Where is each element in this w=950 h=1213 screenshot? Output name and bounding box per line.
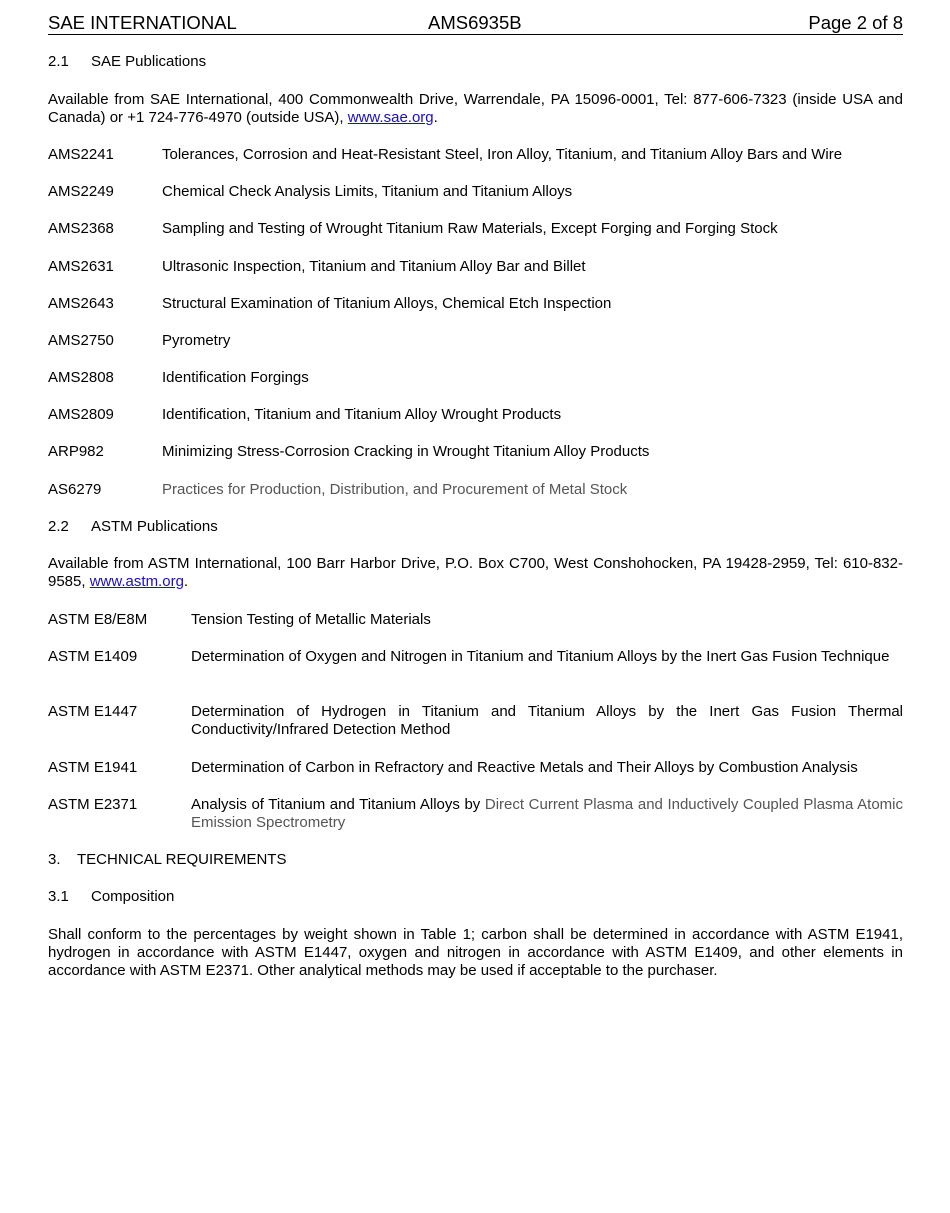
section-3-1-heading [48,888,903,906]
reference-code: ASTM E1447 [48,703,138,720]
sae-availability-text: Available from SAE International, 400 Commonwealth Drive, Warrendale, PA 15096-0001, Tel: 877-606-7323 (inside USA and Canada) or +1 724-776-4970 (outside USA), [48,91,903,126]
sae-availability-paragraph [48,91,903,127]
reference-title: Chemical Check Analysis Limits, Titanium and Titanium Alloys [162,183,573,200]
astm-availability-end: . [183,573,189,590]
reference-code: AMS2631 [48,258,114,275]
header-doc-number: AMS6935B [428,12,522,33]
reference-title: Sampling and Testing of Wrought Titanium Raw Materials, Except Forging and Forging Stock [162,220,778,237]
reference-code: ARP982 [48,443,104,460]
sae-availability-end: . [433,109,438,126]
reference-title: Identification Forgings [162,369,309,386]
reference-title: Determination of Oxygen and Nitrogen in Titanium and Titanium Alloys by the Inert Gas Fusion Technique [191,648,890,665]
reference-code: ASTM E1941 [48,759,138,776]
reference-title: Practices for Production, Distribution, and Procurement of Metal Stock [162,481,628,498]
reference-code: AMS2643 [48,295,114,312]
reference-code: AS6279 [48,481,102,498]
reference-title [191,796,903,832]
reference-title-part: Analysis of Titanium and Titanium Alloys by [191,796,485,813]
reference-code: AMS2249 [48,183,114,200]
reference-title: Minimizing Stress-Corrosion Cracking in Wrought Titanium Alloy Products [162,443,650,460]
astm-website-link[interactable]: www.astm.org [89,573,184,590]
reference-title: Determination of Hydrogen in Titanium and Titanium Alloys by the Inert Gas Fusion Thermal Conductivity/Infrared Detection Method [191,703,903,738]
sae-website-link[interactable]: www.sae.org [347,109,434,126]
header-page-number: Page 2 of 8 [808,12,903,33]
composition-paragraph: Shall conform to the percentages by weight shown in Table 1; carbon shall be determined in accordance with ASTM E1941, hydrogen in accordance with ASTM E1447, oxygen and nitrogen in accordance with ASTM E1409, and other elements in accordance with ASTM E2371. Other analytical methods may be used if acceptable to the purchaser. [48,926,903,979]
reference-title: Structural Examination of Titanium Alloys, Chemical Etch Inspection [162,295,612,312]
section-title: TECHNICAL REQUIREMENTS [77,851,287,868]
page-header [48,12,903,35]
reference-title: Determination of Carbon in Refractory and Reactive Metals and Their Alloys by Combustion Analysis [191,759,858,776]
astm-availability-paragraph [48,555,903,591]
reference-code: ASTM E2371 [48,796,138,813]
section-2-1-heading [48,53,903,71]
section-number: 2.2 [48,518,69,535]
astm-availability-text: Available from ASTM International, 100 Barr Harbor Drive, P.O. Box C700, West Conshohocken, PA 19428-2959, Tel: 610-832-9585, [48,555,903,590]
reference-code: AMS2750 [48,332,114,349]
reference-title: Identification, Titanium and Titanium Alloy Wrought Products [162,406,562,423]
section-number: 3.1 [48,888,69,905]
section-number: 2.1 [48,53,69,70]
reference-code: ASTM E8/E8M [48,611,148,628]
reference-code: AMS2809 [48,406,114,423]
reference-code: AMS2368 [48,220,114,237]
section-number: 3. [48,851,61,868]
reference-title: Pyrometry [162,332,231,349]
reference-title: Tension Testing of Metallic Materials [191,611,431,628]
section-title: ASTM Publications [91,518,218,535]
reference-code: ASTM E1409 [48,648,138,665]
reference-code: AMS2808 [48,369,114,386]
section-2-2-heading [48,518,903,536]
reference-title: Ultrasonic Inspection, Titanium and Titanium Alloy Bar and Billet [162,258,586,275]
reference-code: AMS2241 [48,146,114,163]
reference-title: Tolerances, Corrosion and Heat-Resistant Steel, Iron Alloy, Titanium, and Titanium Alloy Bars and Wire [162,146,843,163]
section-3-heading [48,851,903,869]
reference-title-part: Direct Current Plasma and Inductively Coupled Plasma Atomic Emission Spectrometry [191,796,903,831]
section-title: Composition [91,888,175,905]
section-title: SAE Publications [91,53,207,70]
header-organization: SAE INTERNATIONAL [48,12,237,33]
